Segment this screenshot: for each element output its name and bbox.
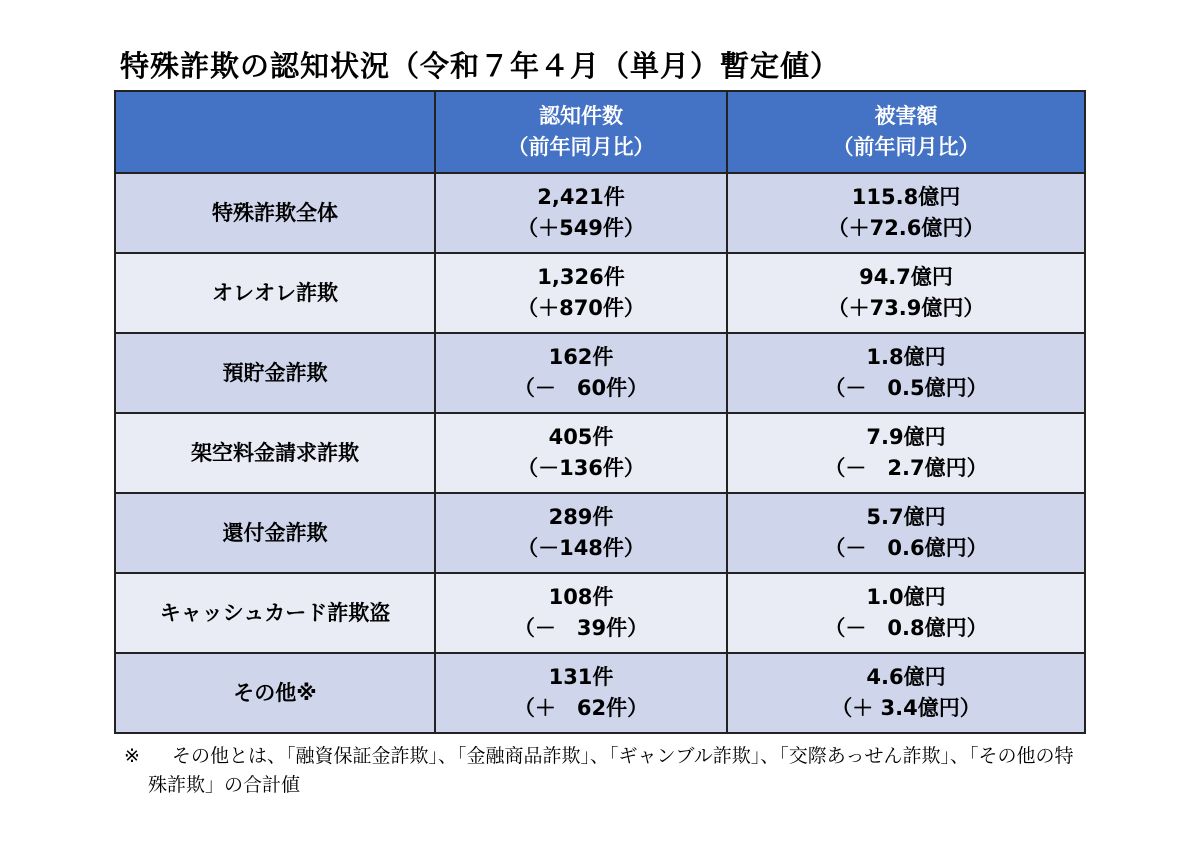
count-value: 108件 — [548, 585, 614, 609]
count-change: （－148件） — [517, 536, 645, 560]
count-change: （＋870件） — [517, 296, 645, 320]
damage-value: 94.7億円 — [859, 265, 953, 289]
damage-value: 115.8億円 — [851, 185, 961, 209]
row-count — [435, 653, 727, 733]
count-value: 162件 — [548, 345, 614, 369]
table-row — [115, 493, 1085, 573]
header-damage — [727, 91, 1085, 173]
damage-change: （－ 0.6億円） — [824, 536, 988, 560]
damage-change: （－ 0.8億円） — [824, 616, 988, 640]
footnote-text: その他とは、「融資保証金詐欺」、「金融商品詐欺」、「ギャンブル詐欺」、「交際あっせん詐欺」、「その他の特殊詐欺」の合計値 — [148, 745, 1074, 796]
fraud-stats-table — [114, 90, 1086, 734]
row-category: オレオレ詐欺 — [115, 253, 435, 333]
table-row — [115, 333, 1085, 413]
count-change: （＋549件） — [517, 216, 645, 240]
count-value: 2,421件 — [537, 185, 625, 209]
row-category: キャッシュカード詐欺盗 — [115, 573, 435, 653]
damage-value: 7.9億円 — [866, 425, 946, 449]
row-count — [435, 413, 727, 493]
damage-value: 4.6億円 — [866, 665, 946, 689]
row-damage — [727, 573, 1085, 653]
row-damage — [727, 253, 1085, 333]
row-damage — [727, 333, 1085, 413]
count-value: 405件 — [548, 425, 614, 449]
header-damage-sublabel: （前年同月比） — [832, 135, 980, 159]
header-count-sublabel: （前年同月比） — [507, 135, 655, 159]
damage-change: （＋ 3.4億円） — [831, 696, 981, 720]
header-count — [435, 91, 727, 173]
count-change: （－ 60件） — [513, 376, 649, 400]
damage-value: 1.8億円 — [866, 345, 946, 369]
table-row — [115, 173, 1085, 253]
damage-change: （＋72.6億円） — [827, 216, 985, 240]
footnote-mark: ※ — [124, 745, 140, 767]
damage-value: 5.7億円 — [866, 505, 946, 529]
table-row — [115, 253, 1085, 333]
damage-change: （－ 0.5億円） — [824, 376, 988, 400]
row-count — [435, 173, 727, 253]
count-value: 131件 — [548, 665, 614, 689]
row-count — [435, 253, 727, 333]
footnote — [124, 742, 1084, 800]
row-damage — [727, 653, 1085, 733]
header-damage-label: 被害額 — [874, 104, 938, 128]
row-count — [435, 573, 727, 653]
page-title: 特殊詐欺の認知状況（令和７年４月（単月）暫定値） — [120, 49, 841, 83]
count-change: （－ 39件） — [513, 616, 649, 640]
row-damage — [727, 173, 1085, 253]
count-value: 289件 — [548, 505, 614, 529]
damage-change: （＋73.9億円） — [827, 296, 985, 320]
table-row — [115, 573, 1085, 653]
row-count — [435, 493, 727, 573]
row-category: 架空料金請求詐欺 — [115, 413, 435, 493]
damage-value: 1.0億円 — [866, 585, 946, 609]
table-row — [115, 653, 1085, 733]
row-damage — [727, 493, 1085, 573]
table-row — [115, 413, 1085, 493]
row-category: 還付金詐欺 — [115, 493, 435, 573]
table-header-row — [115, 91, 1085, 173]
header-count-label: 認知件数 — [539, 104, 623, 128]
header-category — [115, 91, 435, 173]
row-category: 特殊詐欺全体 — [115, 173, 435, 253]
row-count — [435, 333, 727, 413]
row-category: 預貯金詐欺 — [115, 333, 435, 413]
damage-change: （－ 2.7億円） — [824, 456, 988, 480]
count-change: （＋ 62件） — [513, 696, 649, 720]
row-category: その他※ — [115, 653, 435, 733]
count-value: 1,326件 — [537, 265, 625, 289]
row-damage — [727, 413, 1085, 493]
count-change: （－136件） — [517, 456, 645, 480]
